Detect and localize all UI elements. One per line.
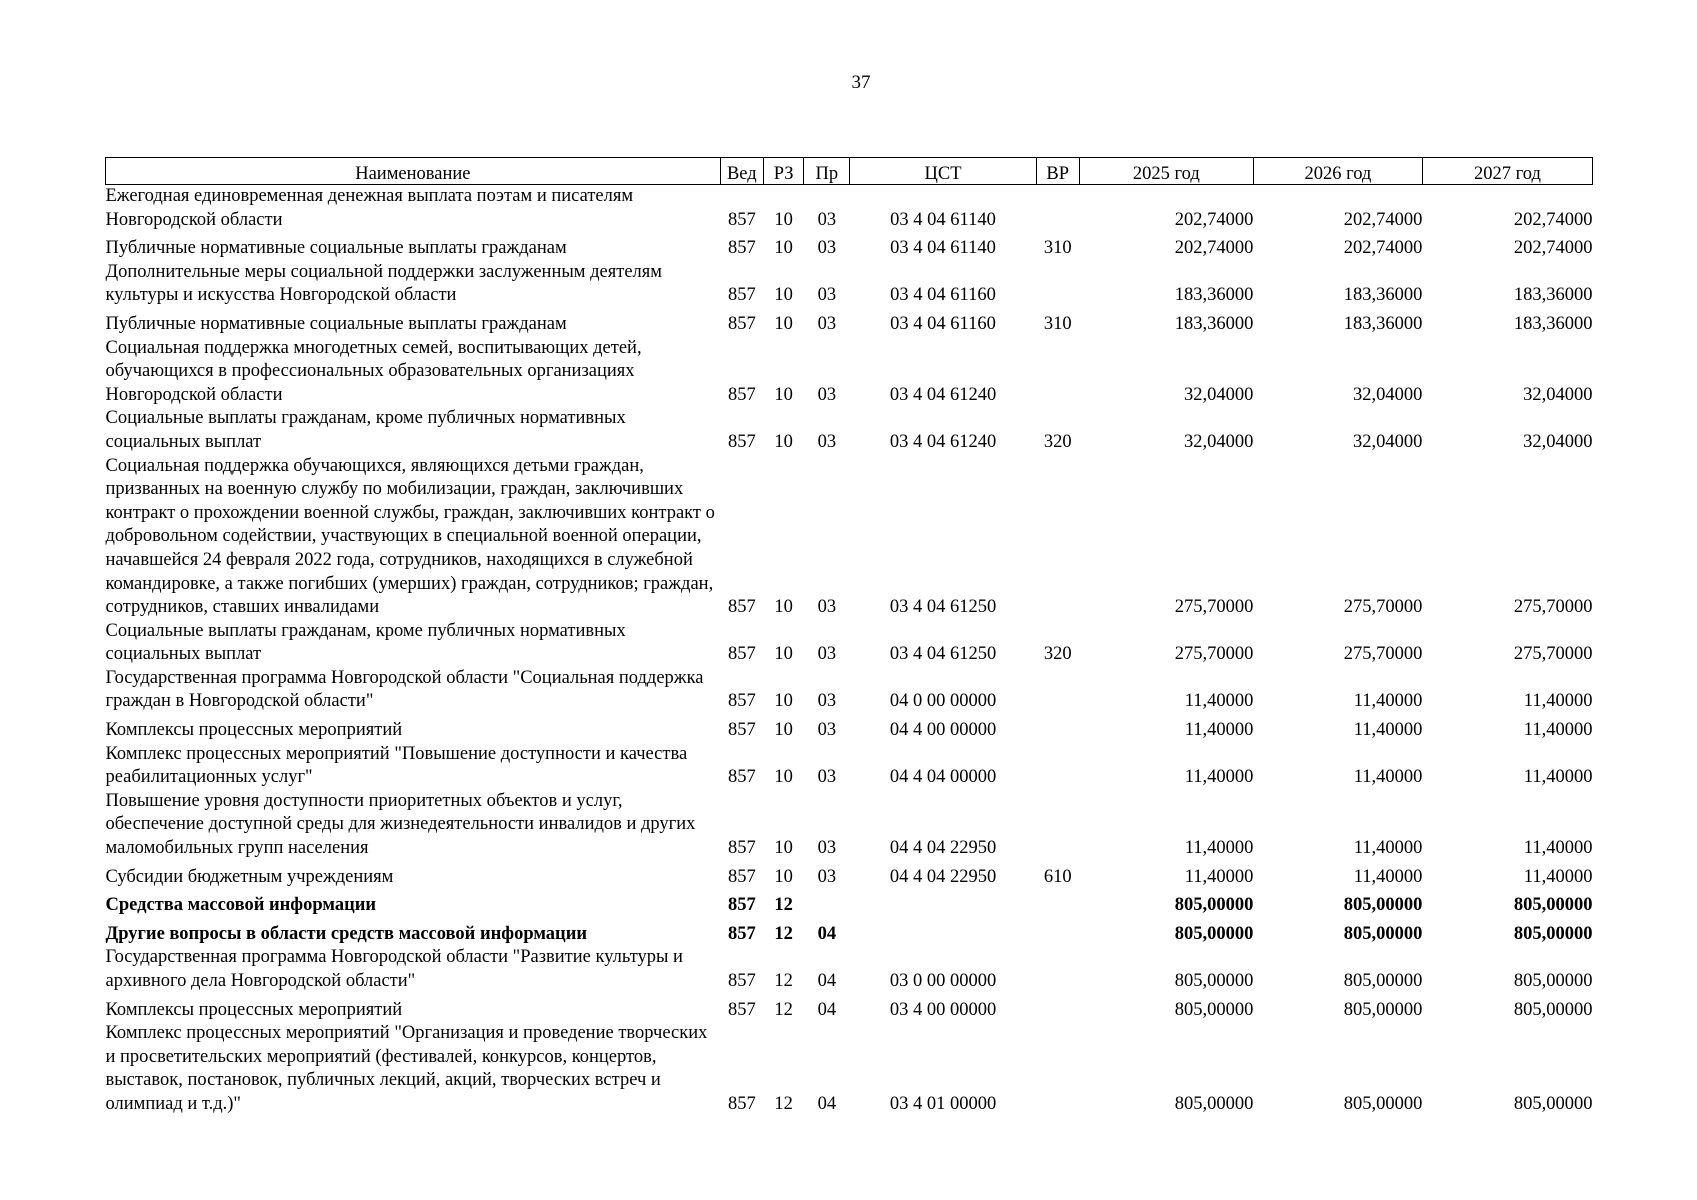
cell-vr <box>1036 889 1079 918</box>
cell-2026: 202,74000 <box>1343 238 1423 259</box>
cell-2026: 183,36000 <box>1343 285 1423 306</box>
cell-pr: 03 <box>817 720 837 741</box>
cell-vr <box>1036 918 1079 947</box>
cell-ved: 857 <box>727 597 756 618</box>
cell-cst: 03 4 00 00000 <box>889 999 997 1020</box>
cell-ved: 857 <box>727 285 756 306</box>
cell-ved: 857 <box>727 691 756 712</box>
cell-rz: 10 <box>774 866 793 887</box>
table-row <box>106 337 1593 408</box>
cell-cst: 04 4 04 22950 <box>889 838 997 859</box>
cell-2025: 202,74000 <box>1174 238 1254 259</box>
cell-2026: 805,00000 <box>1343 999 1423 1020</box>
cell-ved: 857 <box>727 238 756 259</box>
cell-name: Социальные выплаты гражданам, кроме публичных нормативных социальных выплат <box>105 408 626 452</box>
cell-cst: 03 4 04 61250 <box>889 644 997 665</box>
cell-rz: 10 <box>774 285 793 306</box>
cell-ved: 857 <box>727 866 756 887</box>
cell-rz: 10 <box>774 720 793 741</box>
cell-cst: 03 4 04 61140 <box>890 209 996 230</box>
table-row <box>106 946 1593 993</box>
cell-2027: 202,74000 <box>1513 238 1593 259</box>
table-header-row <box>106 158 1593 185</box>
cell-ved: 857 <box>727 384 756 405</box>
cell-cst: 04 4 04 00000 <box>889 767 997 788</box>
cell-rz: 12 <box>774 1093 793 1114</box>
cell-pr: 03 <box>817 838 837 859</box>
header-2025: 2025 год <box>1079 158 1253 185</box>
cell-ved: 857 <box>727 1093 756 1114</box>
cell-name: Комплекс процессных мероприятий "Повышение доступности и качества реабилитационных услуг" <box>105 743 688 788</box>
cell-2026: 11,40000 <box>1353 691 1423 712</box>
cell-vr: 320 <box>1043 431 1072 452</box>
cell-2027: 805,00000 <box>1513 971 1593 991</box>
cell-pr: 04 <box>817 971 837 991</box>
cell-rz: 12 <box>774 895 793 916</box>
cell-pr: 03 <box>817 866 837 887</box>
cell-rz: 10 <box>774 838 793 859</box>
cell-cst: 03 4 04 61250 <box>889 597 997 618</box>
table-row <box>106 667 1593 714</box>
header-2027: 2027 год <box>1422 158 1592 185</box>
cell-2026: 32,04000 <box>1353 431 1423 452</box>
table-row <box>106 620 1593 667</box>
cell-2025: 32,04000 <box>1184 431 1254 452</box>
table-row <box>106 889 1593 918</box>
cell-ved: 857 <box>727 923 756 944</box>
header-name: Наименование <box>106 158 721 185</box>
budget-table <box>105 157 1593 1117</box>
cell-rz: 10 <box>774 644 793 665</box>
table-row <box>106 994 1593 1023</box>
cell-2026: 805,00000 <box>1343 1093 1423 1114</box>
cell-pr: 03 <box>817 238 837 259</box>
cell-vr <box>1036 261 1079 308</box>
cell-name: Государственная программа Новгородской области "Развитие культуры и архивного дела Новгородской области" <box>105 947 683 991</box>
cell-name: Повышение уровня доступности приоритетных объектов и услуг, обеспечение доступной среды для жизнедеятельности инвалидов и других маломобильных групп населения <box>105 790 696 859</box>
table-row <box>106 407 1593 454</box>
cell-rz: 12 <box>774 971 793 991</box>
cell-2026: 32,04000 <box>1353 384 1423 405</box>
cell-cst: 03 4 04 61240 <box>889 431 997 452</box>
cell-ved: 857 <box>727 999 756 1020</box>
cell-2026: 805,00000 <box>1343 971 1423 991</box>
cell-vr <box>1036 455 1079 620</box>
cell-2025: 11,40000 <box>1184 691 1254 712</box>
cell-2026: 805,00000 <box>1343 923 1423 944</box>
cell-2027: 11,40000 <box>1523 720 1593 741</box>
cell-2027: 202,74000 <box>1513 209 1593 230</box>
cell-name: Комплексы процессных мероприятий <box>105 720 403 741</box>
header-cst: ЦСТ <box>850 158 1036 185</box>
cell-vr <box>1036 185 1079 233</box>
cell-2025: 805,00000 <box>1174 999 1254 1020</box>
table-row <box>106 743 1593 790</box>
cell-2027: 805,00000 <box>1513 923 1593 944</box>
cell-2027: 11,40000 <box>1523 866 1593 887</box>
cell-2027: 32,04000 <box>1523 384 1593 405</box>
cell-name: Другие вопросы в области средств массовой информации <box>105 923 588 944</box>
cell-2027: 11,40000 <box>1523 838 1593 859</box>
page-number: 37 <box>851 72 871 93</box>
cell-pr <box>804 889 850 918</box>
cell-vr: 320 <box>1043 644 1072 665</box>
table-row <box>106 455 1593 620</box>
cell-rz: 10 <box>774 597 793 618</box>
cell-2027: 32,04000 <box>1523 431 1593 452</box>
table-row <box>106 261 1593 308</box>
cell-2027: 11,40000 <box>1523 691 1593 712</box>
cell-2026: 805,00000 <box>1343 895 1423 916</box>
cell-vr <box>1036 946 1079 993</box>
cell-cst: 04 4 04 22950 <box>889 866 997 887</box>
cell-2025: 183,36000 <box>1174 285 1254 306</box>
cell-vr <box>1036 743 1079 790</box>
cell-ved: 857 <box>727 644 756 665</box>
cell-name: Комплекс процессных мероприятий "Организация и проведение творческих и просветительских мероприятий (фестивалей, конкурсов, концертов, выставок, постановок, публичных лекций, акций, творческих встреч и олимпиад и т.д.)" <box>105 1023 708 1114</box>
cell-pr: 04 <box>817 923 837 944</box>
cell-2026: 183,36000 <box>1343 313 1423 334</box>
cell-2026: 11,40000 <box>1353 767 1423 788</box>
cell-name: Социальные выплаты гражданам, кроме публичных нормативных социальных выплат <box>105 620 626 665</box>
cell-cst: 03 4 04 61140 <box>890 238 996 259</box>
table-row <box>106 790 1593 861</box>
cell-2025: 11,40000 <box>1184 767 1254 788</box>
cell-2025: 275,70000 <box>1174 644 1254 665</box>
cell-vr <box>1036 790 1079 861</box>
cell-pr: 03 <box>817 767 837 788</box>
cell-cst: 03 0 00 00000 <box>889 971 997 991</box>
cell-vr: 310 <box>1043 313 1072 334</box>
cell-pr: 03 <box>817 431 837 452</box>
cell-2026: 11,40000 <box>1353 866 1423 887</box>
cell-2025: 11,40000 <box>1184 838 1254 859</box>
cell-2025: 805,00000 <box>1174 895 1254 916</box>
cell-ved: 857 <box>727 971 756 991</box>
cell-2025: 202,74000 <box>1174 209 1254 230</box>
cell-vr: 310 <box>1043 238 1072 259</box>
cell-name: Дополнительные меры социальной поддержки заслуженным деятелям культуры и искусства Новгородской области <box>105 261 662 306</box>
cell-2025: 805,00000 <box>1174 971 1254 991</box>
cell-pr: 03 <box>817 597 837 618</box>
table-row <box>106 918 1593 947</box>
cell-cst: 03 4 04 61160 <box>890 285 996 306</box>
header-ved: Вед <box>720 158 763 185</box>
cell-rz: 10 <box>774 209 793 230</box>
header-vr: ВР <box>1036 158 1079 185</box>
cell-vr <box>1036 714 1079 743</box>
cell-pr: 03 <box>817 285 837 306</box>
cell-name: Средства массовой информации <box>105 895 377 916</box>
cell-2026: 11,40000 <box>1353 838 1423 859</box>
cell-2025: 805,00000 <box>1174 1093 1254 1114</box>
cell-ved: 857 <box>727 313 756 334</box>
cell-rz: 10 <box>774 431 793 452</box>
cell-vr <box>1036 337 1079 408</box>
cell-ved: 857 <box>727 838 756 859</box>
cell-cst: 04 4 00 00000 <box>889 720 997 741</box>
cell-2025: 805,00000 <box>1174 923 1254 944</box>
header-rz: РЗ <box>763 158 803 185</box>
cell-2027: 275,70000 <box>1513 644 1593 665</box>
table-row <box>106 232 1593 261</box>
cell-2025: 11,40000 <box>1184 720 1254 741</box>
cell-rz: 12 <box>774 999 793 1020</box>
cell-rz: 10 <box>774 313 793 334</box>
cell-2025: 11,40000 <box>1184 866 1254 887</box>
cell-ved: 857 <box>727 767 756 788</box>
cell-pr: 04 <box>817 999 837 1020</box>
table-row <box>106 1022 1593 1116</box>
cell-ved: 857 <box>727 720 756 741</box>
cell-name: Социальная поддержка обучающихся, являющихся детьми граждан, призванных на военную службу по мобилизации, граждан, заключивших контракт о прохождении военной службы, граждан, заключивших контракт о добровольном содействии, участвующих в специальной военной операции, начавшейся 24 февраля 2022 года, сотрудников, находящихся в служебной командировке, а также погибших (умерших) граждан, сотрудников; граждан, сотрудников, ставших инвалидами <box>105 455 715 618</box>
cell-pr: 03 <box>817 644 837 665</box>
cell-2026: 275,70000 <box>1343 597 1423 618</box>
cell-pr: 03 <box>817 384 837 405</box>
header-pr: Пр <box>804 158 850 185</box>
table-body <box>106 185 1593 1117</box>
cell-pr: 03 <box>817 691 837 712</box>
cell-name: Государственная программа Новгородской области "Социальная поддержка граждан в Новгородской области" <box>105 667 704 712</box>
cell-ved: 857 <box>727 895 756 916</box>
cell-vr <box>1036 667 1079 714</box>
cell-rz: 10 <box>774 767 793 788</box>
cell-name: Субсидии бюджетным учреждениям <box>105 866 394 887</box>
table-row <box>106 714 1593 743</box>
table-row <box>106 308 1593 337</box>
cell-vr: 610 <box>1043 866 1072 887</box>
cell-name: Комплексы процессных мероприятий <box>105 999 403 1020</box>
cell-name: Публичные нормативные социальные выплаты гражданам <box>105 313 567 334</box>
cell-2027: 11,40000 <box>1523 767 1593 788</box>
cell-cst <box>850 889 1036 918</box>
cell-2027: 805,00000 <box>1513 999 1593 1020</box>
cell-2027: 805,00000 <box>1513 1093 1593 1114</box>
cell-cst: 03 4 04 61160 <box>890 313 996 334</box>
cell-name: Публичные нормативные социальные выплаты гражданам <box>105 238 567 259</box>
cell-cst: 03 4 01 00000 <box>889 1093 997 1114</box>
cell-rz: 10 <box>774 238 793 259</box>
cell-name: Ежегодная единовременная денежная выплата поэтам и писателям Новгородской области <box>105 186 634 230</box>
cell-2027: 183,36000 <box>1513 313 1593 334</box>
cell-pr: 03 <box>817 313 837 334</box>
cell-cst: 03 4 04 61240 <box>889 384 997 405</box>
cell-rz: 10 <box>774 384 793 405</box>
cell-2026: 202,74000 <box>1343 209 1423 230</box>
cell-pr: 03 <box>817 209 837 230</box>
cell-2027: 275,70000 <box>1513 597 1593 618</box>
cell-2027: 805,00000 <box>1513 895 1593 916</box>
cell-2026: 275,70000 <box>1343 644 1423 665</box>
table-row <box>106 185 1593 233</box>
cell-vr <box>1036 994 1079 1023</box>
cell-pr: 04 <box>817 1093 837 1114</box>
table-row <box>106 861 1593 890</box>
cell-rz: 12 <box>774 923 793 944</box>
cell-2025: 32,04000 <box>1184 384 1254 405</box>
cell-2025: 275,70000 <box>1174 597 1254 618</box>
cell-ved: 857 <box>727 431 756 452</box>
header-2026: 2026 год <box>1253 158 1422 185</box>
cell-2026: 11,40000 <box>1353 720 1423 741</box>
cell-vr <box>1036 1022 1079 1116</box>
cell-cst <box>850 918 1036 947</box>
cell-2027: 183,36000 <box>1513 285 1593 306</box>
cell-name: Социальная поддержка многодетных семей, воспитывающих детей, обучающихся в профессиональных образовательных организациях Новгородской области <box>105 337 642 405</box>
cell-ved: 857 <box>727 209 756 230</box>
cell-2025: 183,36000 <box>1174 313 1254 334</box>
cell-rz: 10 <box>774 691 793 712</box>
cell-cst: 04 0 00 00000 <box>889 691 997 712</box>
